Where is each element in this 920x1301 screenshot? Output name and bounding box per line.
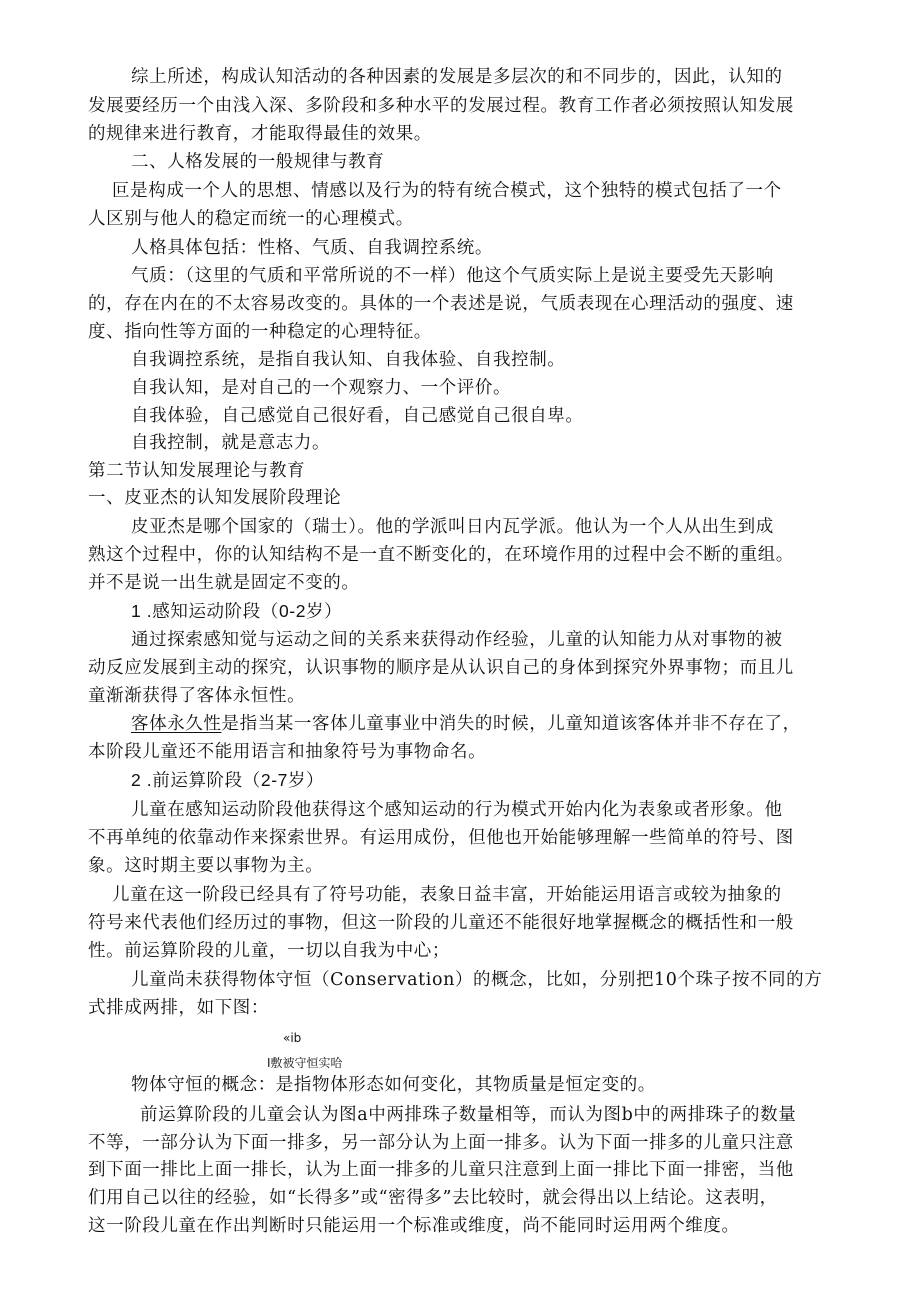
paragraph-line: 综上所述，构成认知活动的各种因素的发展是多层次的和不同步的，因此，认知的	[131, 67, 783, 87]
paragraph-line: 不等，一部分认为下面一排多，另一部分认为上面一排多。认为下面一排多的儿童只注意	[88, 1133, 794, 1153]
paragraph-line: 象。这时期主要以事物为主。	[88, 856, 324, 876]
paragraph-line: 的规律来进行教育，才能取得最佳的效果。	[88, 124, 432, 144]
paragraph-line: 度、指向性等方面的一种稳定的心理特征。	[88, 322, 432, 342]
paragraph-line: 童渐渐获得了客体永恒性。	[88, 686, 306, 706]
paragraph-line: 本阶段儿童还不能用语言和抽象符号为事物命名。	[88, 742, 487, 762]
section-heading: 二、人格发展的一般规律与教育	[131, 152, 385, 172]
figure-label: «ib	[283, 1031, 302, 1045]
paragraph-line: 叵是构成一个人的思想、情感以及行为的特有统合模式，这个独特的模式包括了一个	[112, 181, 782, 201]
underlined-term: 客体永久性	[131, 714, 222, 734]
subsection-heading: 2 .前运算阶段（2-7岁）	[131, 770, 325, 790]
paragraph-line: 自我认知，是对自己的一个观察力、一个评价。	[131, 378, 512, 398]
paragraph-line: 的，存在内在的不太容易改变的。具体的一个表述是说，气质表现在心理活动的强度、速	[88, 294, 794, 314]
paragraph-line: 人格具体包括：性格、气质、自我调控系统。	[131, 238, 493, 258]
paragraph-line: 皮亚杰是哪个国家的（瑞士）。他的学派叫日内瓦学派。他认为一个人从出生到成	[131, 517, 774, 537]
paragraph-line: 并不是说一出生就是固定不变的。	[88, 573, 360, 593]
section-heading: 第二节认知发展理论与教育	[88, 461, 306, 481]
paragraph-line: 人区别与他人的稳定而统一的心理模式。	[88, 209, 414, 229]
subsection-heading: 1 .感知运动阶段（0-2岁）	[131, 601, 343, 621]
paragraph-line: 通过探索感知觉与运动之间的关系来获得动作经验，儿童的认知能力从对事物的被	[131, 630, 783, 650]
paragraph-line: 符号来代表他们经历过的事物，但这一阶段的儿童还不能很好地掌握概念的概括性和一般	[88, 913, 794, 933]
paragraph-line: 儿童尚未获得物体守恒（Conservation）的概念，比如，分别把10个珠子按不同的方	[131, 970, 823, 990]
paragraph-line: 动反应发展到主动的探究，认识事物的顺序是从认识自己的身体到探究外界事物；而且儿	[88, 658, 794, 678]
paragraph-line: 儿童在感知运动阶段他获得这个感知运动的行为模式开始内化为表象或者形象。他	[131, 800, 783, 820]
paragraph-line: 式排成两排，如下图：	[88, 998, 269, 1018]
paragraph-line: 儿童在这一阶段已经具有了符号功能，表象日益丰富，开始能运用语言或较为抽象的	[112, 885, 782, 905]
figure-caption: I敷被守恒实哈	[267, 1056, 343, 1070]
paragraph-line: 们用自己以往的经验，如“长得多”或“密得多”去比较时，就会得出以上结论。这表明，	[88, 1188, 778, 1208]
paragraph-line	[131, 713, 801, 735]
paragraph-line: 前运算阶段的儿童会认为图a中两排珠子数量相等，而认为图b中的两排珠子的数量	[140, 1105, 797, 1125]
paragraph-line-text: 是指当某一客体儿童事业中消失的时候，儿童知道该客体并非不存在了，	[221, 714, 801, 734]
paragraph-line: 发展要经历一个由浅入深、多阶段和多种水平的发展过程。教育工作者必须按照认知发展	[88, 96, 794, 116]
paragraph-line: 自我调控系统，是指自我认知、自我体验、自我控制。	[131, 350, 566, 370]
section-heading: 一、皮亚杰的认知发展阶段理论	[88, 488, 342, 508]
paragraph-line: 不再单纯的依靠动作来探索世界。有运用成份，但他也开始能够理解一些简单的符号、图	[88, 828, 794, 848]
paragraph-line: 性。前运算阶段的儿童，一切以自我为中心；	[88, 941, 450, 961]
paragraph-line: 熟这个过程中，你的认知结构不是一直不断变化的，在环境作用的过程中会不断的重组。	[88, 545, 794, 565]
paragraph-line: 气质：（这里的气质和平常所说的不一样）他这个气质实际上是说主要受先天影响	[131, 266, 774, 286]
paragraph-line: 这一阶段儿童在作出判断时只能运用一个标准或维度，尚不能同时运用两个维度。	[88, 1216, 740, 1236]
paragraph-line: 自我控制，就是意志力。	[131, 433, 331, 453]
paragraph-line: 物体守恒的概念：是指物体形态如何变化，其物质量是恒定变的。	[131, 1075, 656, 1095]
paragraph-line: 到下面一排比上面一排长，认为上面一排多的儿童只注意到上面一排比下面一排密，当他	[88, 1160, 794, 1180]
paragraph-line: 自我体验，自己感觉自己很好看，自己感觉自己很自卑。	[131, 406, 584, 426]
